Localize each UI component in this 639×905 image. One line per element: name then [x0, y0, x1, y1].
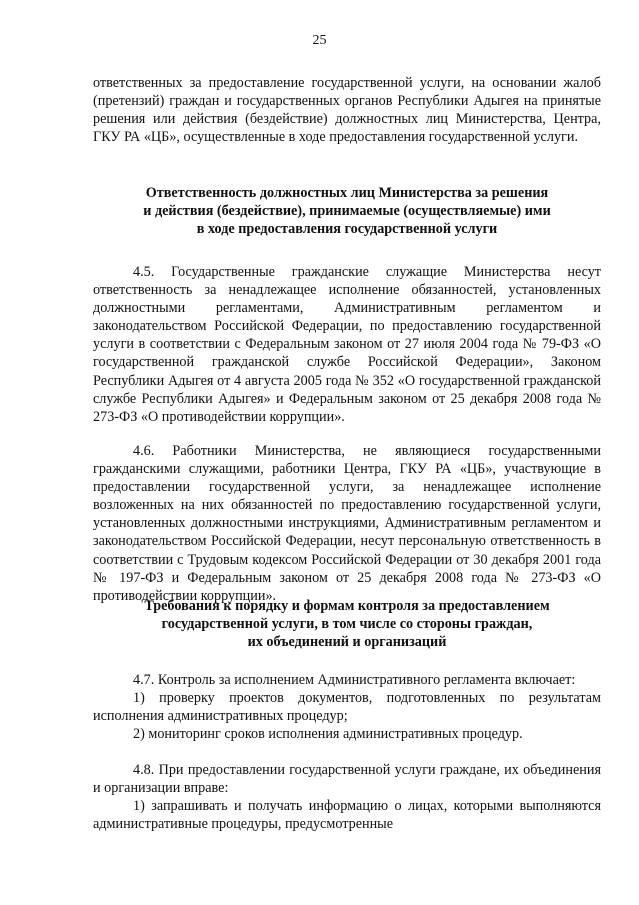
section-heading-responsibility	[93, 184, 601, 238]
heading-line-1: Ответственность должностных лиц Министерства за решения	[145, 185, 549, 201]
paragraph-text: 4.6. Работники Министерства, не являющиеся государственными гражданскими служащими, работники Центра, ГКУ РА «ЦБ», участвующие в предоставлении государственной услуги, за ненадлежащее исполнение возложенных на них обязанностей по предоставлению государственной услуги, установленных должностными инструкциями, Административным регламентом и законодательством Российской Федерации, несут персональную ответственность в соответствии с Трудовым кодексом Российской Федерации от 30 декабря 2001 года № 197-ФЗ и Федеральным законом от 25 декабря 2008 года № 273-ФЗ «О противодействии коррупции».	[93, 443, 601, 604]
heading-line-3: в ходе предоставления государственной услуги	[196, 221, 498, 238]
list-item-2: 2) мониторинг сроков исполнения административных процедур.	[133, 726, 523, 743]
paragraph-text: 4.8. При предоставлении государственной услуги граждане, их объединения и организации вправе:	[93, 762, 601, 797]
list-item-1: 1) запрашивать и получать информацию о лицах, которыми выполняются административные процедуры, предусмотренные	[93, 798, 601, 833]
paragraph-text: 4.5. Государственные гражданские служащие Министерства несут ответственность за ненадлежащее исполнение обязанностей, установленных должностными регламентами, Административным регламентом и законодательством Российской Федерации, по предоставлению государственной услуги в соответствии с Федеральным законом от 27 июля 2004 года № 79-ФЗ «О государственной гражданской службе Российской Федерации», Законом Республики Адыгея от 4 августа 2005 года № 352 «О государственной гражданской службе Республики Адыгея» и Федеральным законом от 25 декабря 2008 года № 273-ФЗ «О противодействии коррупции».	[93, 264, 601, 425]
heading-line-2: государственной услуги, в том числе со стороны граждан,	[161, 616, 533, 633]
paragraph-text: ответственных за предоставление государственной услуги, на основании жалоб (претензий) граждан и государственных органов Республики Адыгея на принятые решения или действия (бездействие) должностных лиц Министерства, Центра, ГКУ РА «ЦБ», осуществленные в ходе предоставления государственной услуги.	[93, 75, 601, 146]
paragraph-4-6	[93, 442, 601, 605]
heading-line-2: и действия (бездействие), принимаемые (осуществляемые) ими	[143, 203, 551, 220]
heading-line-3: их объединений и организаций	[247, 634, 447, 651]
paragraph-4-8	[93, 761, 601, 833]
paragraph-text: 4.7. Контроль за исполнением Административного регламента включает:	[133, 672, 576, 688]
paragraph-4-7	[93, 671, 601, 743]
list-item-1: 1) проверку проектов документов, подготовленных по результатам исполнения административных процедур;	[93, 690, 601, 725]
heading-line-1: Требования к порядку и формам контроля за предоставлением	[144, 598, 550, 614]
paragraph-continuation	[93, 74, 601, 146]
page-number: 25	[312, 33, 327, 48]
section-heading-control	[93, 597, 601, 651]
paragraph-4-5	[93, 263, 601, 426]
